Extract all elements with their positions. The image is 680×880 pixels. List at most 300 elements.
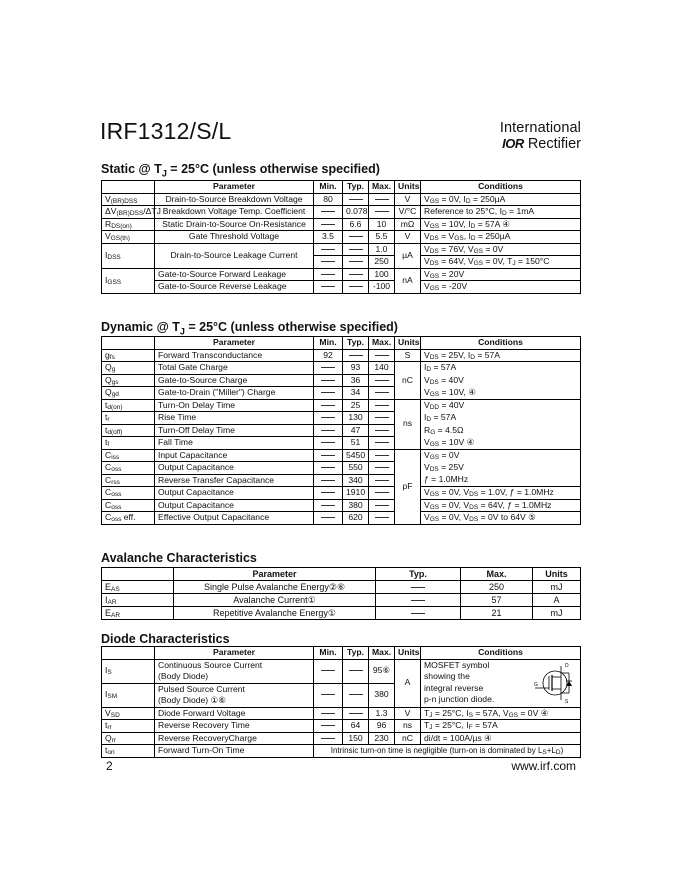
table-cell — [314, 462, 343, 475]
avalanche-table — [101, 567, 581, 620]
parameter-cell: Gate Threshold Voltage — [155, 231, 314, 244]
parameter-cell: Diode Forward Voltage — [155, 707, 314, 720]
table-cell — [314, 206, 343, 219]
conditions-cell: $V_{DS} = 40V$ — [421, 374, 581, 387]
table-cell: -100 — [369, 281, 395, 294]
mosfet-symbol-icon — [531, 661, 575, 705]
table-cell — [314, 512, 343, 525]
parameter-cell: (Body Diode) ①⑥ — [155, 695, 314, 707]
page-number: 2 — [106, 759, 113, 773]
brand-logo — [500, 120, 581, 152]
dash-placeholder — [375, 417, 389, 418]
table-cell — [343, 268, 369, 281]
table-row — [102, 362, 581, 375]
symbol-cell: $V_{GS(th)}$ — [102, 231, 155, 244]
units-cell: A — [533, 594, 581, 607]
table-cell: 1910 — [343, 487, 369, 500]
table-cell — [369, 487, 395, 500]
symbol-cell: $I_{SM}$ — [102, 683, 155, 707]
symbol-cell: $R_{DS(on)}$ — [102, 218, 155, 231]
table-cell: 6.6 — [343, 218, 369, 231]
dash-placeholder — [349, 286, 363, 287]
table-cell — [343, 281, 369, 294]
avalanche-section-title: Avalanche Characteristics — [101, 551, 257, 565]
table-row — [102, 206, 581, 219]
parameter-cell: Rise Time — [155, 412, 314, 425]
symbol-cell: $t_{rr}$ — [102, 720, 155, 733]
dash-placeholder — [321, 392, 335, 393]
parameter-cell: (Body Diode) — [155, 671, 314, 683]
table-cell — [369, 387, 395, 400]
parameter-cell: Forward Turn-On Time — [155, 745, 314, 758]
table-cell — [369, 424, 395, 437]
symbol-cell: $Q_{rr}$ — [102, 732, 155, 745]
conditions-cell: $V_{GS} = 0V$, $V_{DS} = 1.0V$, ƒ = 1.0MHz — [421, 487, 581, 500]
table-row — [102, 720, 581, 733]
part-number-title: IRF1312/S/L — [100, 118, 232, 144]
table-cell — [343, 231, 369, 244]
table-cell — [314, 281, 343, 294]
parameter-cell: Forward Transconductance — [155, 349, 314, 362]
parameter-cell: Output Capacitance — [155, 462, 314, 475]
table-cell: 47 — [343, 424, 369, 437]
symbol-cell: $I_S$ — [102, 659, 155, 683]
table-cell — [343, 193, 369, 206]
units-cell: S — [395, 349, 421, 362]
table-row — [102, 487, 581, 500]
conditions-cell: $V_{GS} = -20V$ — [421, 281, 581, 294]
conditions-cell: $V_{DS} = 64V$, $V_{GS} = 0V$, $T_J = 150^\circ C$ — [421, 256, 581, 269]
symbol-cell: $C_{iss}$ — [102, 449, 155, 462]
symbol-cell: $E_{AR}$ — [102, 607, 174, 620]
conditions-cell: $V_{DD} = 40V$ — [421, 399, 581, 412]
parameter-cell: Reverse Transfer Capacitance — [155, 474, 314, 487]
dash-placeholder — [349, 249, 363, 250]
mosfet-label-g: G — [534, 681, 538, 688]
dash-placeholder — [321, 417, 335, 418]
table-row — [102, 449, 581, 462]
parameter-cell: Total Gate Charge — [155, 362, 314, 375]
conditions-cell: $V_{DS} = 76V$, $V_{GS} = 0V$ — [421, 243, 581, 256]
table-cell — [314, 487, 343, 500]
table-header-row: Parameter Typ. Max. Units — [102, 568, 581, 581]
diode-table — [101, 646, 581, 758]
table-cell — [314, 256, 343, 269]
dynamic-section-title: Dynamic @ $T_J = 25^\circ C$ (unless otherwise specified) — [101, 320, 398, 337]
parameter-cell: Continuous Source Current — [155, 659, 314, 671]
dash-placeholder — [375, 505, 389, 506]
symbol-cell: $C_{oss}$ — [102, 487, 155, 500]
table-cell: 150 — [343, 732, 369, 745]
table-cell: 34 — [343, 387, 369, 400]
symbol-cell: $t_f$ — [102, 437, 155, 450]
parameter-cell: Reverse Recovery Time — [155, 720, 314, 733]
parameter-cell: Turn-On Delay Time — [155, 399, 314, 412]
dash-placeholder — [321, 467, 335, 468]
dash-placeholder — [375, 492, 389, 493]
conditions-cell: $V_{GS} = 0V$, $I_D = 250\mu A$ — [421, 193, 581, 206]
parameter-cell: Gate-to-Drain ("Miller") Charge — [155, 387, 314, 400]
symbol-cell: $C_{oss}$ — [102, 462, 155, 475]
table-row — [102, 231, 581, 244]
symbol-cell: $t_{d(on)}$ — [102, 399, 155, 412]
table-cell: 250 — [369, 256, 395, 269]
table-row — [102, 581, 581, 594]
conditions-cell: Intrinsic turn-on time is negligible (turn-on is dominated by $L_S+L_D$) — [314, 745, 581, 758]
table-cell — [369, 462, 395, 475]
units-cell: mJ — [533, 607, 581, 620]
table-cell — [314, 683, 343, 707]
table-row — [102, 243, 581, 256]
units-cell: mJ — [533, 581, 581, 594]
conditions-cell: $V_{GS} = 0V$, $V_{DS} = 64V$, ƒ = 1.0MHz — [421, 499, 581, 512]
dash-placeholder — [321, 211, 335, 212]
table-cell — [343, 707, 369, 720]
table-row — [102, 387, 581, 400]
table-cell: 620 — [343, 512, 369, 525]
static-section-title: Static @ $T_J = 25^\circ C$ (unless otherwise specified) — [101, 162, 380, 179]
ior-logo-mark: IOR — [502, 136, 524, 151]
table-cell — [369, 374, 395, 387]
dash-placeholder — [321, 249, 335, 250]
table-row — [102, 218, 581, 231]
footer-url[interactable]: www.irf.com — [511, 759, 576, 773]
table-cell — [376, 594, 461, 607]
table-cell — [369, 499, 395, 512]
symbol-cell: $Q_{gd}$ — [102, 387, 155, 400]
dash-placeholder — [321, 517, 335, 518]
table-cell — [343, 243, 369, 256]
units-cell: V/°C — [395, 206, 421, 219]
symbol-cell: $C_{oss}$ eff. — [102, 512, 155, 525]
dash-placeholder — [321, 286, 335, 287]
units-cell: pF — [395, 449, 421, 524]
parameter-cell: Output Capacitance — [155, 499, 314, 512]
table-cell — [343, 256, 369, 269]
table-cell: 36 — [343, 374, 369, 387]
table-row — [102, 412, 581, 425]
table-cell: 96 — [369, 720, 395, 733]
units-cell: nA — [395, 268, 421, 293]
table-cell — [314, 707, 343, 720]
symbol-cell: $g_{fs}$ — [102, 349, 155, 362]
table-cell — [369, 437, 395, 450]
dash-placeholder — [321, 694, 335, 695]
conditions-cell: $I_D = 57A$ — [421, 362, 581, 375]
symbol-cell: $V_{SD}$ — [102, 707, 155, 720]
parameter-cell: Gate-to-Source Forward Leakage — [155, 268, 314, 281]
mosfet-label-d: D — [565, 662, 569, 669]
symbol-cell: $Q_{gs}$ — [102, 374, 155, 387]
dash-placeholder — [321, 505, 335, 506]
table-row — [102, 462, 581, 475]
dash-placeholder — [411, 587, 425, 588]
dash-placeholder — [321, 455, 335, 456]
units-cell: µA — [395, 243, 421, 268]
parameter-cell: Reverse RecoveryCharge — [155, 732, 314, 745]
table-cell — [314, 424, 343, 437]
conditions-cell: $V_{DS} = V_{GS}$, $I_D = 250\mu A$ — [421, 231, 581, 244]
table-cell — [314, 399, 343, 412]
table-cell — [369, 399, 395, 412]
dash-placeholder — [375, 430, 389, 431]
table-cell — [314, 499, 343, 512]
conditions-cell: $T_J = 25^\circ C$, $I_S = 57A$, $V_{GS} = 0V$ ④ — [421, 707, 581, 720]
dash-placeholder — [321, 261, 335, 262]
table-cell: 92 — [314, 349, 343, 362]
diode-section-title: Diode Characteristics — [101, 632, 230, 646]
dash-placeholder — [349, 670, 363, 671]
units-cell: ns — [395, 399, 421, 449]
table-cell: 130 — [343, 412, 369, 425]
parameter-cell: Avalanche Current① — [174, 594, 376, 607]
table-cell — [314, 387, 343, 400]
units-cell: V — [395, 193, 421, 206]
conditions-cell: $V_{DS} = 25V$ — [421, 462, 581, 475]
dash-placeholder — [375, 380, 389, 381]
table-row — [102, 424, 581, 437]
table-cell — [314, 412, 343, 425]
conditions-cell: $V_{GS} = 10V$, $I_D = 57A$ ④ — [421, 218, 581, 231]
conditions-cell: $T_J = 25^\circ C$, $I_F = 57A$ — [421, 720, 581, 733]
mosfet-note-line: p-n junction diode. — [424, 694, 495, 704]
table-cell: 25 — [343, 399, 369, 412]
parameter-cell: Breakdown Voltage Temp. Coefficient — [155, 206, 314, 219]
table-header-row: Parameter Min. Typ. Max. Units Conditions — [102, 647, 581, 660]
table-header-row: Parameter Min. Typ. Max. Units Conditions — [102, 337, 581, 350]
table-cell — [369, 193, 395, 206]
dash-placeholder — [375, 199, 389, 200]
table-cell: 230 — [369, 732, 395, 745]
dash-placeholder — [321, 380, 335, 381]
table-cell: 95⑥ — [369, 659, 395, 683]
table-cell — [369, 206, 395, 219]
table-cell: 3.5 — [314, 231, 343, 244]
dash-placeholder — [411, 600, 425, 601]
table-cell — [314, 437, 343, 450]
parameter-cell: Output Capacitance — [155, 487, 314, 500]
table-cell — [343, 659, 369, 683]
parameter-cell: Gate-to-Source Reverse Leakage — [155, 281, 314, 294]
dash-placeholder — [349, 355, 363, 356]
dash-placeholder — [321, 713, 335, 714]
dash-placeholder — [321, 430, 335, 431]
table-row — [102, 437, 581, 450]
conditions-cell: $I_D = 57A$ — [421, 412, 581, 425]
parameter-cell: Static Drain-to-Source On-Resistance — [155, 218, 314, 231]
table-cell — [314, 474, 343, 487]
units-cell: ns — [395, 720, 421, 733]
dash-placeholder — [375, 467, 389, 468]
units-cell: V — [395, 231, 421, 244]
mosfet-note-line: MOSFET symbol — [424, 659, 490, 670]
table-row — [102, 268, 581, 281]
symbol-cell: $I_{GSS}$ — [102, 268, 155, 293]
dash-placeholder — [321, 738, 335, 739]
table-row — [102, 349, 581, 362]
table-cell: 0.078 — [343, 206, 369, 219]
symbol-cell: $Q_g$ — [102, 362, 155, 375]
table-row — [102, 594, 581, 607]
table-cell — [376, 581, 461, 594]
conditions-cell: $R_G = 4.5\Omega$ — [421, 424, 581, 437]
symbol-cell: $\Delta V_{(BR)DSS}$/ΔTJ — [102, 206, 155, 219]
parameter-cell: Turn-Off Delay Time — [155, 424, 314, 437]
table-row — [102, 607, 581, 620]
dash-placeholder — [375, 517, 389, 518]
dash-placeholder — [375, 455, 389, 456]
dynamic-table — [101, 336, 581, 525]
table-cell: 380 — [343, 499, 369, 512]
table-row — [102, 745, 581, 758]
dash-placeholder — [321, 442, 335, 443]
table-row — [102, 281, 581, 294]
table-cell — [314, 659, 343, 683]
conditions-cell: $V_{DS} = 25V$, $I_D = 57A$ — [421, 349, 581, 362]
table-row — [102, 399, 581, 412]
symbol-cell: $t_r$ — [102, 412, 155, 425]
table-cell — [369, 412, 395, 425]
dash-placeholder — [321, 492, 335, 493]
dash-placeholder — [375, 480, 389, 481]
dash-placeholder — [349, 199, 363, 200]
parameter-cell: Drain-to-Source Breakdown Voltage — [155, 193, 314, 206]
symbol-cell: $C_{oss}$ — [102, 499, 155, 512]
table-cell: 80 — [314, 193, 343, 206]
table-cell: 340 — [343, 474, 369, 487]
dash-placeholder — [321, 274, 335, 275]
symbol-cell: $E_{AS}$ — [102, 581, 174, 594]
table-cell: 21 — [461, 607, 533, 620]
parameter-cell: Single Pulse Avalanche Energy②⑥ — [174, 581, 376, 594]
parameter-cell: Pulsed Source Current — [155, 683, 314, 695]
table-row — [102, 659, 581, 671]
mosfet-note — [421, 659, 581, 707]
conditions-cell: $V_{GS} = 20V$ — [421, 268, 581, 281]
symbol-cell: $V_{(BR)DSS}$ — [102, 193, 155, 206]
mosfet-label-s: S — [565, 698, 569, 705]
table-row — [102, 499, 581, 512]
table-cell — [343, 349, 369, 362]
table-row — [102, 732, 581, 745]
conditions-cell: di/dt = 100A/µs ④ — [421, 732, 581, 745]
table-cell: 140 — [369, 362, 395, 375]
table-cell — [314, 720, 343, 733]
symbol-cell: $t_{on}$ — [102, 745, 155, 758]
table-cell: 51 — [343, 437, 369, 450]
table-cell: 550 — [343, 462, 369, 475]
dash-placeholder — [349, 261, 363, 262]
units-cell: V — [395, 707, 421, 720]
dash-placeholder — [321, 405, 335, 406]
table-cell — [314, 449, 343, 462]
conditions-cell: $V_{GS} = 0V$, $V_{DS} = 0V$ to 64V ⑤ — [421, 512, 581, 525]
dash-placeholder — [349, 236, 363, 237]
units-cell: nC — [395, 362, 421, 400]
symbol-cell: $C_{rss}$ — [102, 474, 155, 487]
dash-placeholder — [411, 613, 425, 614]
table-header-row: Parameter Min. Typ. Max. Units Conditions — [102, 181, 581, 194]
dash-placeholder — [375, 211, 389, 212]
table-row — [102, 707, 581, 720]
symbol-cell: $t_{d(off)}$ — [102, 424, 155, 437]
conditions-cell: Reference to 25°C, $I_D = 1mA$ — [421, 206, 581, 219]
table-cell: 100 — [369, 268, 395, 281]
conditions-cell: $V_{GS} = 10V$, ④ — [421, 387, 581, 400]
table-cell — [369, 512, 395, 525]
table-cell: 10 — [369, 218, 395, 231]
units-cell: nC — [395, 732, 421, 745]
parameter-cell: Drain-to-Source Leakage Current — [155, 243, 314, 268]
brand-line1: International — [499, 120, 581, 136]
table-row — [102, 512, 581, 525]
table-cell: 1.3 — [369, 707, 395, 720]
mosfet-note-line: showing the — [424, 671, 470, 681]
parameter-cell: Input Capacitance — [155, 449, 314, 462]
table-cell — [314, 218, 343, 231]
table-cell — [343, 683, 369, 707]
units-cell: A — [395, 659, 421, 707]
table-cell — [314, 268, 343, 281]
dash-placeholder — [321, 725, 335, 726]
table-cell: 64 — [343, 720, 369, 733]
parameter-cell: Gate-to-Source Charge — [155, 374, 314, 387]
dash-placeholder — [321, 670, 335, 671]
table-cell: 57 — [461, 594, 533, 607]
table-cell — [314, 374, 343, 387]
dash-placeholder — [321, 367, 335, 368]
table-cell — [376, 607, 461, 620]
dash-placeholder — [375, 405, 389, 406]
symbol-cell: $I_{AR}$ — [102, 594, 174, 607]
table-cell — [314, 732, 343, 745]
table-row — [102, 474, 581, 487]
table-cell — [314, 243, 343, 256]
table-row — [102, 374, 581, 387]
conditions-cell: ƒ = 1.0MHz — [421, 474, 581, 487]
mosfet-note-line: integral reverse — [424, 682, 484, 693]
dash-placeholder — [375, 392, 389, 393]
dash-placeholder — [349, 713, 363, 714]
brand-line2: Rectifier — [527, 136, 581, 152]
parameter-cell: Fall Time — [155, 437, 314, 450]
symbol-cell: $I_{DSS}$ — [102, 243, 155, 268]
table-cell — [314, 362, 343, 375]
dash-placeholder — [321, 224, 335, 225]
table-cell — [369, 474, 395, 487]
dash-placeholder — [375, 442, 389, 443]
parameter-cell: Effective Output Capacitance — [155, 512, 314, 525]
conditions-cell: $V_{GS} = 0V$ — [421, 449, 581, 462]
table-cell: 5.5 — [369, 231, 395, 244]
parameter-cell: Repetitive Avalanche Energy① — [174, 607, 376, 620]
table-cell — [369, 449, 395, 462]
table-cell: 93 — [343, 362, 369, 375]
table-cell — [369, 349, 395, 362]
dash-placeholder — [375, 355, 389, 356]
table-cell: 380 — [369, 683, 395, 707]
conditions-cell: $V_{GS} = 10V$ ④ — [421, 437, 581, 450]
table-cell: 250 — [461, 581, 533, 594]
dash-placeholder — [321, 480, 335, 481]
dash-placeholder — [349, 694, 363, 695]
table-cell: 1.0 — [369, 243, 395, 256]
table-cell: 5450 — [343, 449, 369, 462]
dash-placeholder — [349, 274, 363, 275]
table-row — [102, 193, 581, 206]
static-table — [101, 180, 581, 294]
units-cell: mΩ — [395, 218, 421, 231]
